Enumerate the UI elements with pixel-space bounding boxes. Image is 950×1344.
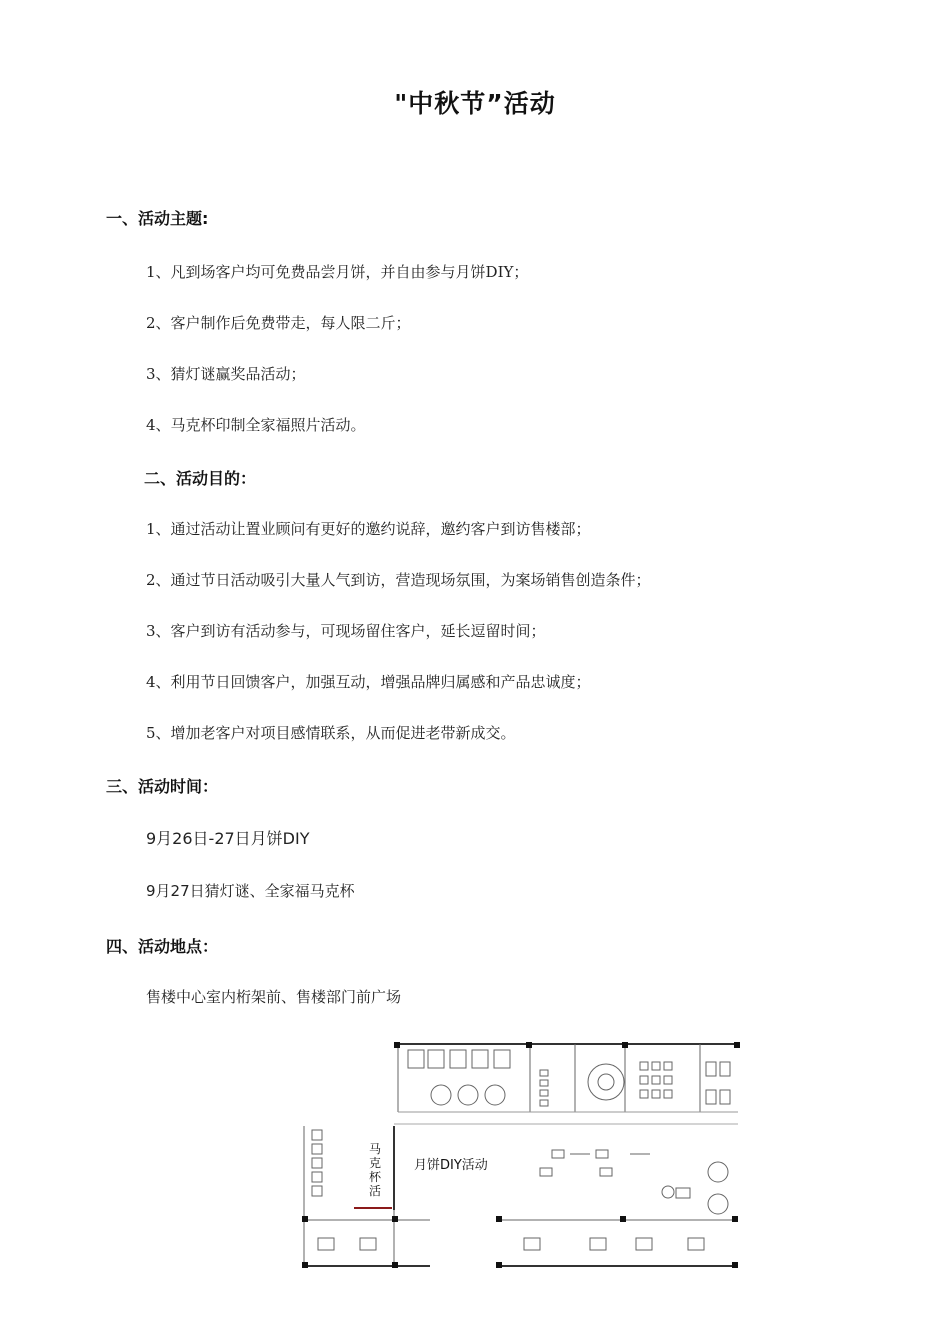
section-heading-time: 三、活动时间： bbox=[106, 777, 219, 796]
section-heading-purpose: 二、活动目的： bbox=[144, 469, 257, 488]
list-item: 5、增加老客户对项目感情联系，从而促进老带新成交。 bbox=[146, 724, 516, 742]
list-item: 1、凡到场客户均可免费品尝月饼，并自由参与月饼DIY； bbox=[146, 263, 529, 281]
list-item: 1、通过活动让置业顾问有更好的邀约说辞，邀约客户到访售楼部； bbox=[146, 520, 591, 538]
schedule-item: 9月27日猜灯谜、全家福马克杯 bbox=[146, 882, 355, 900]
mug-area-label: 马 bbox=[368, 1142, 382, 1156]
schedule-item: 9月26日-27日月饼DIY bbox=[146, 829, 310, 848]
mug-area-label: 杯 bbox=[368, 1170, 382, 1184]
page-title: "中秋节”活动 bbox=[394, 89, 556, 118]
floor-plan-image bbox=[300, 1040, 740, 1268]
mooncake-area-label: 月饼DIY活动 bbox=[414, 1158, 488, 1173]
mug-area-label: 克 bbox=[368, 1156, 382, 1170]
list-item: 2、通过节日活动吸引大量人气到访，营造现场氛围，为案场销售创造条件； bbox=[146, 571, 651, 589]
section-heading-theme: 一、活动主题: bbox=[106, 209, 209, 228]
mug-area-label: 活 bbox=[368, 1184, 382, 1198]
list-item: 4、马克杯印制全家福照片活动。 bbox=[146, 416, 366, 434]
location-text: 售楼中心室内桁架前、售楼部门前广场 bbox=[146, 988, 402, 1006]
list-item: 2、客户制作后免费带走，每人限二斤； bbox=[146, 314, 411, 332]
list-item: 4、利用节日回馈客户，加强互动，增强品牌归属感和产品忠诚度； bbox=[146, 673, 591, 691]
section-heading-location: 四、活动地点： bbox=[106, 937, 219, 956]
list-item: 3、猜灯谜赢奖品活动； bbox=[146, 365, 306, 383]
list-item: 3、客户到访有活动参与，可现场留住客户，延长逗留时间； bbox=[146, 622, 546, 640]
